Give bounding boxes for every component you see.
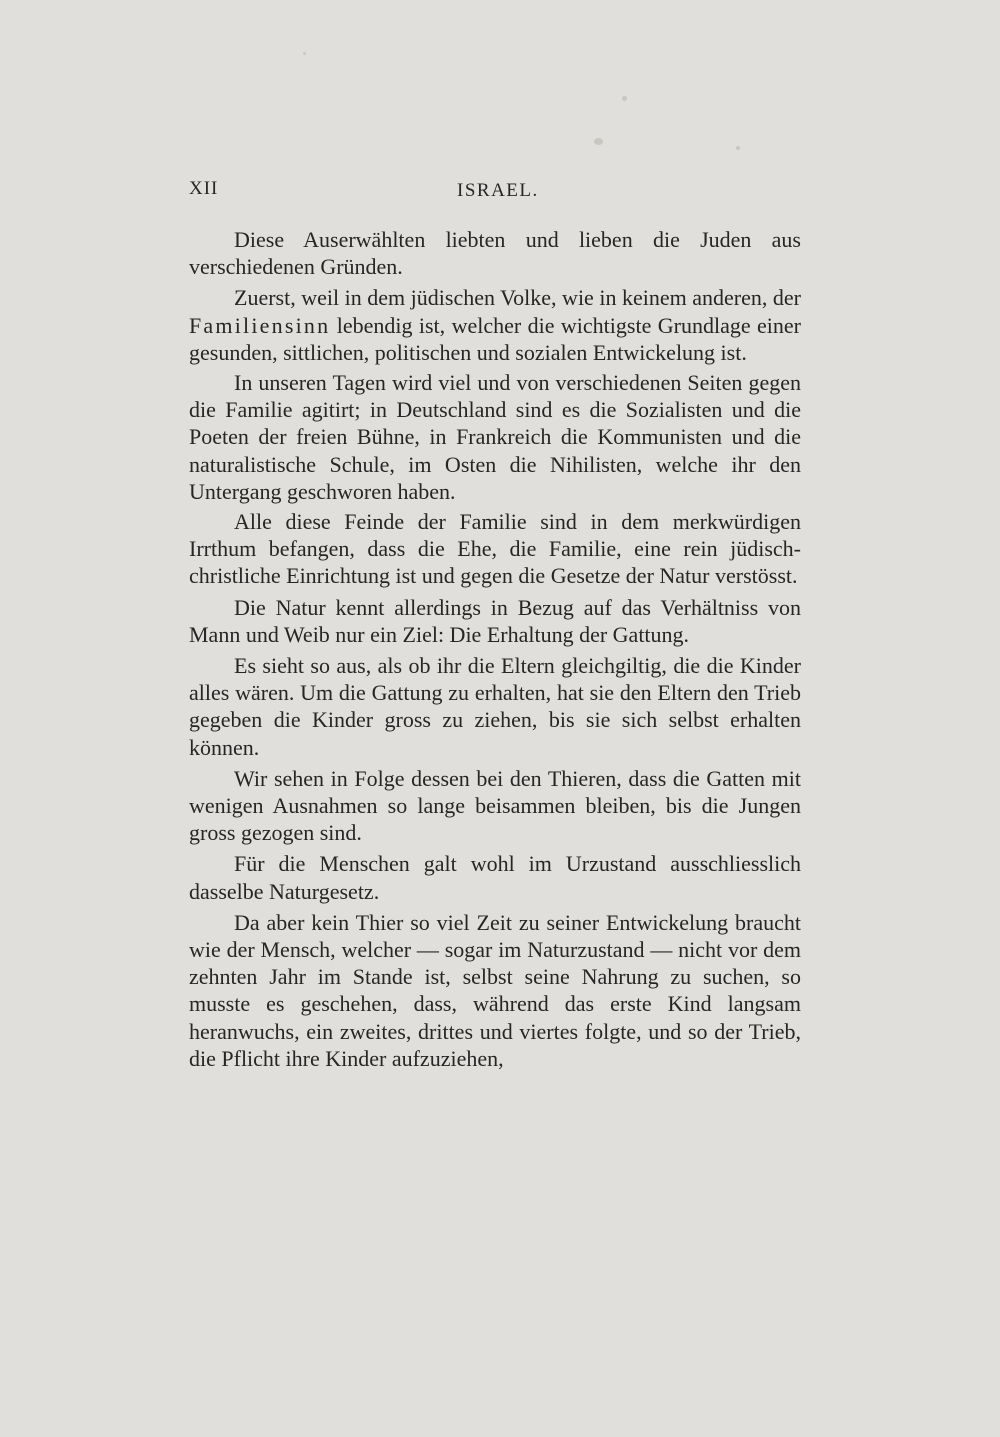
paragraph-9: Da aber kein Thier so viel Zeit zu seiner Entwickelung braucht wie der Mensch, welcher — sogar im Naturzustand — nicht vor dem zehnten Jahr im Stande ist, selbst seine Nahrung zu suchen, so musste es geschehen, dass, während das erste Kind langsam heranwuchs, ein zweites, drittes und viertes folgte, und so der Trieb, die Pflicht ihre Kinder aufzuziehen, — [189, 909, 801, 1071]
paragraph-2 — [189, 284, 801, 366]
paragraph-6: Es sieht so aus, als ob ihr die Eltern gleichgiltig, die die Kinder alles wären. Um die Gattung zu erhalten, hat sie den Eltern den Trieb gegeben die Kinder gross zu ziehen, bis sie sich selbst erhalten können. — [189, 653, 801, 760]
paragraph-2-lead: Zuerst, weil in dem jüdischen Volke, wie in keinem anderen, der — [234, 285, 801, 311]
page-number: XII — [189, 178, 219, 199]
paper-speck — [303, 52, 306, 55]
page-header — [189, 178, 809, 208]
emphasis-familiensinn: Familiensinn — [189, 312, 331, 338]
paper-speck — [622, 96, 627, 101]
paragraph-3: In unseren Tagen wird viel und von verschiedenen Seiten gegen die Familie agitirt; in Deutschland sind es die Sozialisten und die Poeten der freien Bühne, in Frankreich die Kommunisten und die naturalistische Schule, im Osten die Nihilisten, welche ihr den Untergang geschworen haben. — [189, 370, 801, 504]
paragraph-2-rest: lebendig ist, welcher die wichtigste Grundlage einer gesunden, sittlichen, politischen und sozialen Entwickelung ist. — [189, 312, 801, 365]
paragraph-8: Für die Menschen galt wohl im Urzustand ausschliesslich dasselbe Naturgesetz. — [189, 851, 801, 904]
paper-speck — [594, 138, 603, 145]
paragraph-7: Wir sehen in Folge dessen bei den Thieren, dass die Gatten mit wenigen Ausnahmen so lange beisammen bleiben, bis die Jungen gross gezogen sind. — [189, 765, 801, 846]
running-title: ISRAEL. — [457, 180, 539, 201]
paragraph-1: Diese Auserwählten liebten und lieben die Juden aus verschiedenen Gründen. — [189, 227, 801, 280]
body-text — [189, 226, 801, 1072]
paper-speck — [736, 146, 740, 150]
paragraph-4: Alle diese Feinde der Familie sind in dem merkwürdigen Irrthum befangen, dass die Ehe, die Familie, eine rein jüdisch-christliche Einrichtung ist und gegen die Gesetze der Natur verstösst. — [189, 509, 801, 589]
paragraph-5: Die Natur kennt allerdings in Bezug auf das Verhältniss von Mann und Weib nur ein Ziel: Die Erhaltung der Gattung. — [189, 594, 801, 647]
